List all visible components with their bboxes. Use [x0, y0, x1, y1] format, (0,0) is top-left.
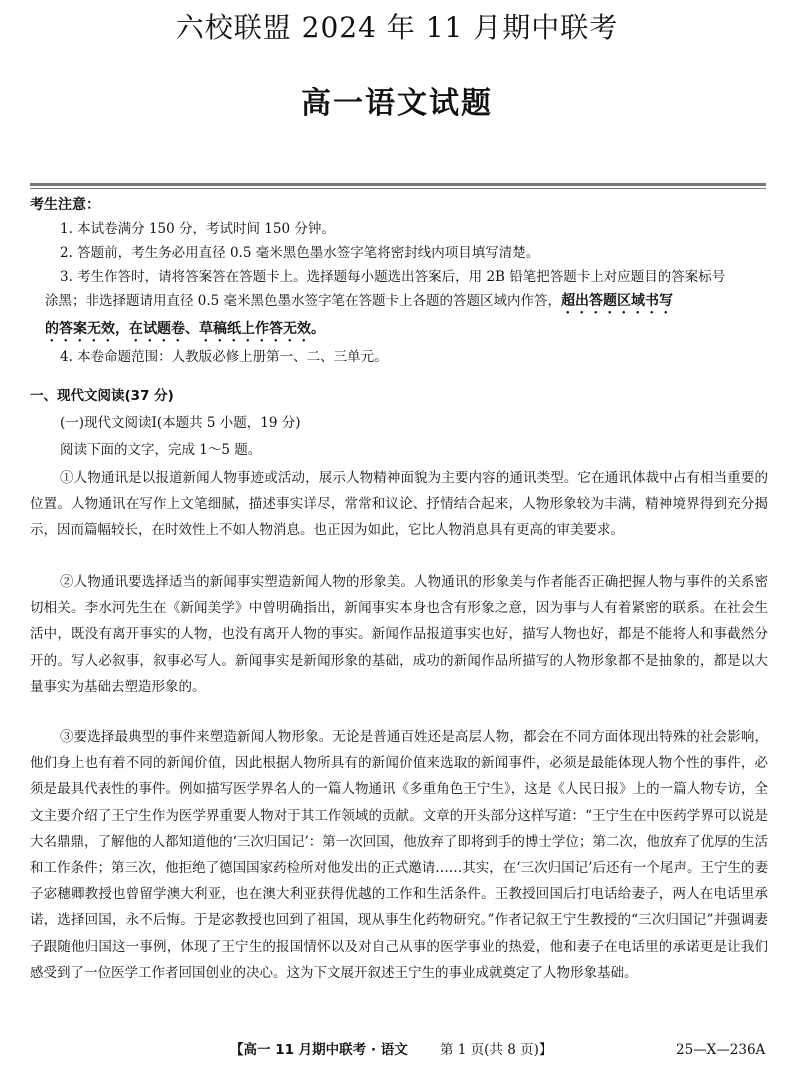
- notice-item-3-continuation: [45, 289, 770, 317]
- notice-item-2: 2. 答题前，考生务必用直径 0.5 毫米黑色墨水签字笔将密封线内项目填写清楚。: [60, 245, 540, 261]
- notice-heading: 考生注意：: [30, 197, 100, 213]
- exam-title: 六校联盟 2024 年 11 月期中联考: [175, 11, 619, 44]
- notice-item-1: 1. 本试卷满分 150 分，考试时间 150 分钟。: [60, 221, 335, 237]
- notice-emphasis-b: 的答案无效，在试题卷、草稿纸上作答无效。: [45, 321, 325, 337]
- notice-item-3-text: 3. 考生作答时，请将答案答在答题卡上。选择题每小题选出答案后，用 2B 铅笔把答题卡上对应题目的答案标号: [60, 269, 726, 285]
- header-divider-thin: [30, 188, 766, 189]
- footer-exam-label: 【高一 11 月期中联考 · 语文: [230, 1042, 408, 1058]
- header-divider-thick: [30, 183, 766, 186]
- reading-instruction: 阅读下面的文字，完成 1～5 题。: [60, 442, 262, 458]
- notice-item-3: [45, 265, 770, 345]
- subject-title: 高一语文试题: [301, 86, 493, 121]
- footer-page-number: 第 1 页(共 8 页)】: [440, 1042, 553, 1058]
- notice-item-4: 4. 本卷命题范围：人教版必修上册第一、二、三单元。: [60, 349, 388, 365]
- passage-paragraph-3: ③要选择最典型的事件来塑造新闻人物形象。无论是普通百姓还是高层人物，都会在不同方面体现出特殊的社会影响，他们身上也有着不同的新闻价值，因此根据人物所具有的新闻价值来选取的新闻事件，必须是最能体现人物个性的事件，必须是最具代表性的事件。例如描写医学界名人的一篇人物通讯《多重角色王宁生》，这是《人民日报》上的一篇人物专访，全文主要介绍了王宁生作为医学界重要人物对于其工作领域的贡献。文章的开头部分这样写道：“王宁生在中医药学界可以说是大名鼎鼎，了解他的人都知道他的‘三次归国记’：第一次回国，他放弃了即将到手的博士学位；第二次，他放弃了优厚的生活和工作条件；第三次，他拒绝了德国国家药检所对他发出的正式邀请……其实，在‘三次归国记’后还有一个尾声。王宁生的妻子宓穗卿教授也曾留学澳大利亚，也在澳大利亚获得优越的工作和生活条件。王教授回国后打电话给妻子，两人在电话里承诺，选择回国，永不后悔。于是宓教授也回到了祖国，现从事生化药物研究。”作者记叙王宁生教授的“三次归国记”并强调妻子跟随他归国这一事例，体现了王宁生的报国情怀以及对自己从事的医学事业的热爱，他和妻子在电话里的承诺更是让我们感受到了一位医学工作者回国创业的决心。这为下文展开叙述王宁生的事业成就奠定了人物形象基础。: [30, 729, 768, 981]
- passage-paragraph-2: ②人物通讯要选择适当的新闻事实塑造新闻人物的形象美。人物通讯的形象美与作者能否正确把握人物与事件的关系密切相关。李水河先生在《新闻美学》中曾明确指出，新闻事实本身也含有形象之意，因为事与人有着紧密的联系。在社会生活中，既没有离开事实的人物，也没有离开人物的事实。新闻作品报道事实也好，描写人物也好，都是不能将人和事截然分开的。写人必叙事，叙事必写人。新闻事实是新闻形象的基础，成功的新闻作品所描写的人物形象都不是抽象的，都是以大量事实为基础去塑造形象的。: [30, 574, 768, 695]
- passage-paragraph-1: ①人物通讯是以报道新闻人物事迹或活动，展示人物精神面貌为主要内容的通讯类型。它在通讯体裁中占有相当重要的位置。人物通讯在写作上文笔细腻，描述事实详尽，常常和议论、抒情结合起来，人物形象较为丰满，精神境界得到充分揭示，因而篇幅较长，在时效性上不如人物消息。也正因为如此，它比人物消息具有更高的审美要求。: [30, 470, 768, 539]
- footer-paper-code: 25—X—236A: [676, 1042, 766, 1058]
- notice-item-3-continuation-text: 涂黑；非选择题请用直径 0.5 毫米黑色墨水签字笔在答题卡上各题的答题区域内作答，: [45, 293, 562, 309]
- notice-emphasis-a: 超出答题区域书写: [561, 293, 674, 309]
- candidate-notice: [30, 193, 770, 369]
- section-title: 一、现代文阅读(37 分): [30, 388, 174, 404]
- subsection-title: (一)现代文阅读Ⅰ(本题共 5 小题，19 分): [60, 415, 301, 431]
